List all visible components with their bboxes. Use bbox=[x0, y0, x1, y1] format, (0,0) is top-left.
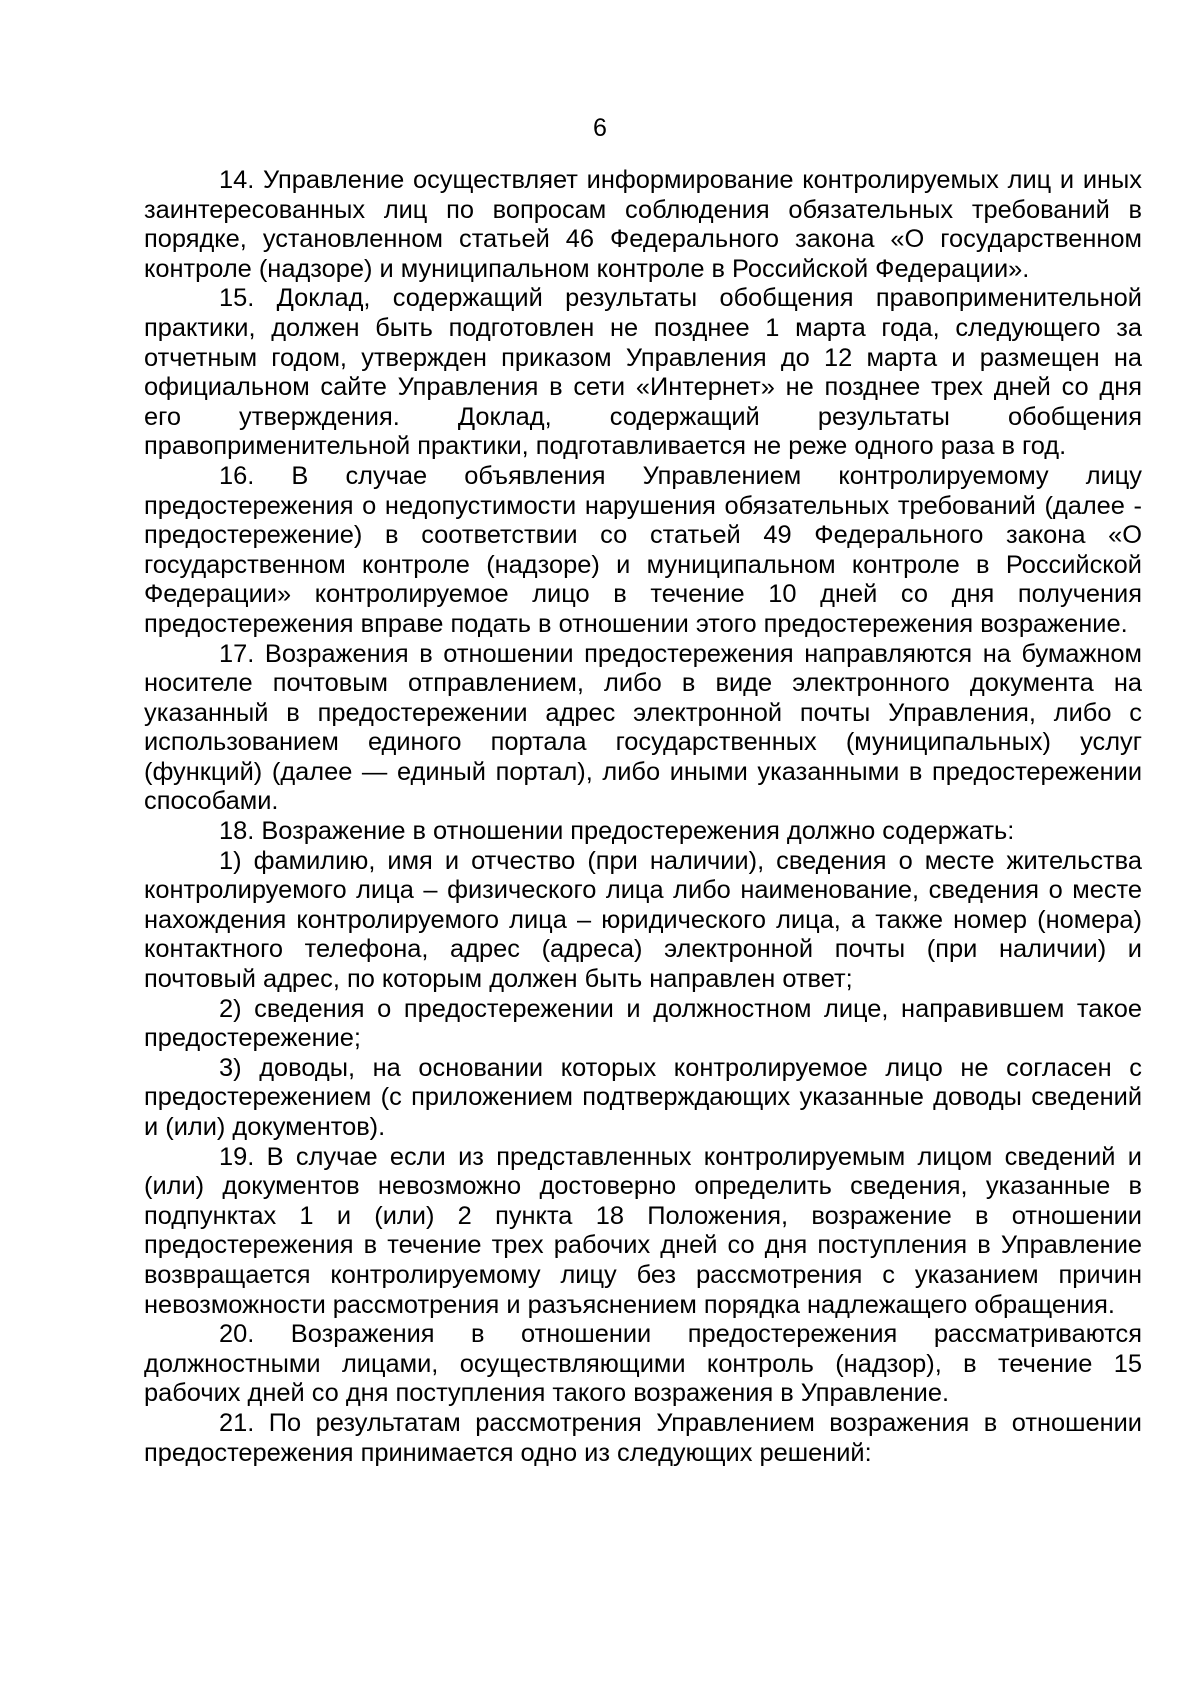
paragraph-16: 16. В случае объявления Управлением контролируемому лицу предостережения о недопустимости нарушения обязательных требований (далее - предостережение) в соответствии со статьей 49 Федерального закона «О государственном контроле (надзоре) и муниципальном контроле в Российской Федерации» контролируемое лицо в течение 10 дней со дня получения предостережения вправе подать в отношении этого предостережения возражение. bbox=[144, 461, 1142, 638]
paragraph-17: 17. Возражения в отношении предостережения направляются на бумажном носителе почтовым отправлением, либо в виде электронного документа на указанный в предостережении адрес электронной почты Управления, либо с использованием единого портала государственных (муниципальных) услуг (функций) (далее — единый портал), либо иными указанными в предостережении способами. bbox=[144, 639, 1142, 816]
page-number: 6 bbox=[593, 114, 607, 142]
paragraph-18-item-3: 3) доводы, на основании которых контролируемое лицо не согласен с предостережением (с приложением подтверждающих указанные доводы сведений и (или) документов). bbox=[144, 1053, 1142, 1141]
paragraph-21: 21. По результатам рассмотрения Управлением возражения в отношении предостережения принимается одно из следующих решений: bbox=[144, 1408, 1142, 1467]
paragraph-19: 19. В случае если из представленных контролируемым лицом сведений и (или) документов невозможно достоверно определить сведения, указанные в подпунктах 1 и (или) 2 пункта 18 Положения, возражение в отношении предостережения в течение трех рабочих дней со дня поступления в Управление возвращается контролируемому лицу без рассмотрения с указанием причин невозможности рассмотрения и разъяснением порядка надлежащего обращения. bbox=[144, 1142, 1142, 1319]
paragraph-18-item-1: 1) фамилию, имя и отчество (при наличии), сведения о месте жительства контролируемого лица – физического лица либо наименование, сведения о месте нахождения контролируемого лица – юридического лица, а также номер (номера) контактного телефона, адрес (адреса) электронной почты (при наличии) и почтовый адрес, по которым должен быть направлен ответ; bbox=[144, 846, 1142, 994]
paragraph-18-item-2: 2) сведения о предостережении и должностном лице, направившем такое предостережение; bbox=[144, 994, 1142, 1053]
paragraph-18: 18. Возражение в отношении предостережения должно содержать: bbox=[219, 817, 1015, 846]
paragraph-14: 14. Управление осуществляет информирование контролируемых лиц и иных заинтересованных лиц по вопросам соблюдения обязательных требований в порядке, установленном статьей 46 Федерального закона «О государственном контроле (надзоре) и муниципальном контроле в Российской Федерации». bbox=[144, 166, 1142, 283]
paragraph-15: 15. Доклад, содержащий результаты обобщения правоприменительной практики, должен быть подготовлен не позднее 1 марта года, следующего за отчетным годом, утвержден приказом Управления до 12 марта и размещен на официальном сайте Управления в сети «Интернет» не позднее трех дней со дня его утверждения. Доклад, содержащий результаты обобщения правоприменительной практики, подготавливается не реже одного раза в год. bbox=[144, 284, 1142, 461]
paragraph-20: 20. Возражения в отношении предостережения рассматриваются должностными лицами, осуществляющими контроль (надзор), в течение 15 рабочих дней со дня поступления такого возражения в Управление. bbox=[144, 1320, 1142, 1408]
document-body bbox=[144, 166, 1142, 1468]
